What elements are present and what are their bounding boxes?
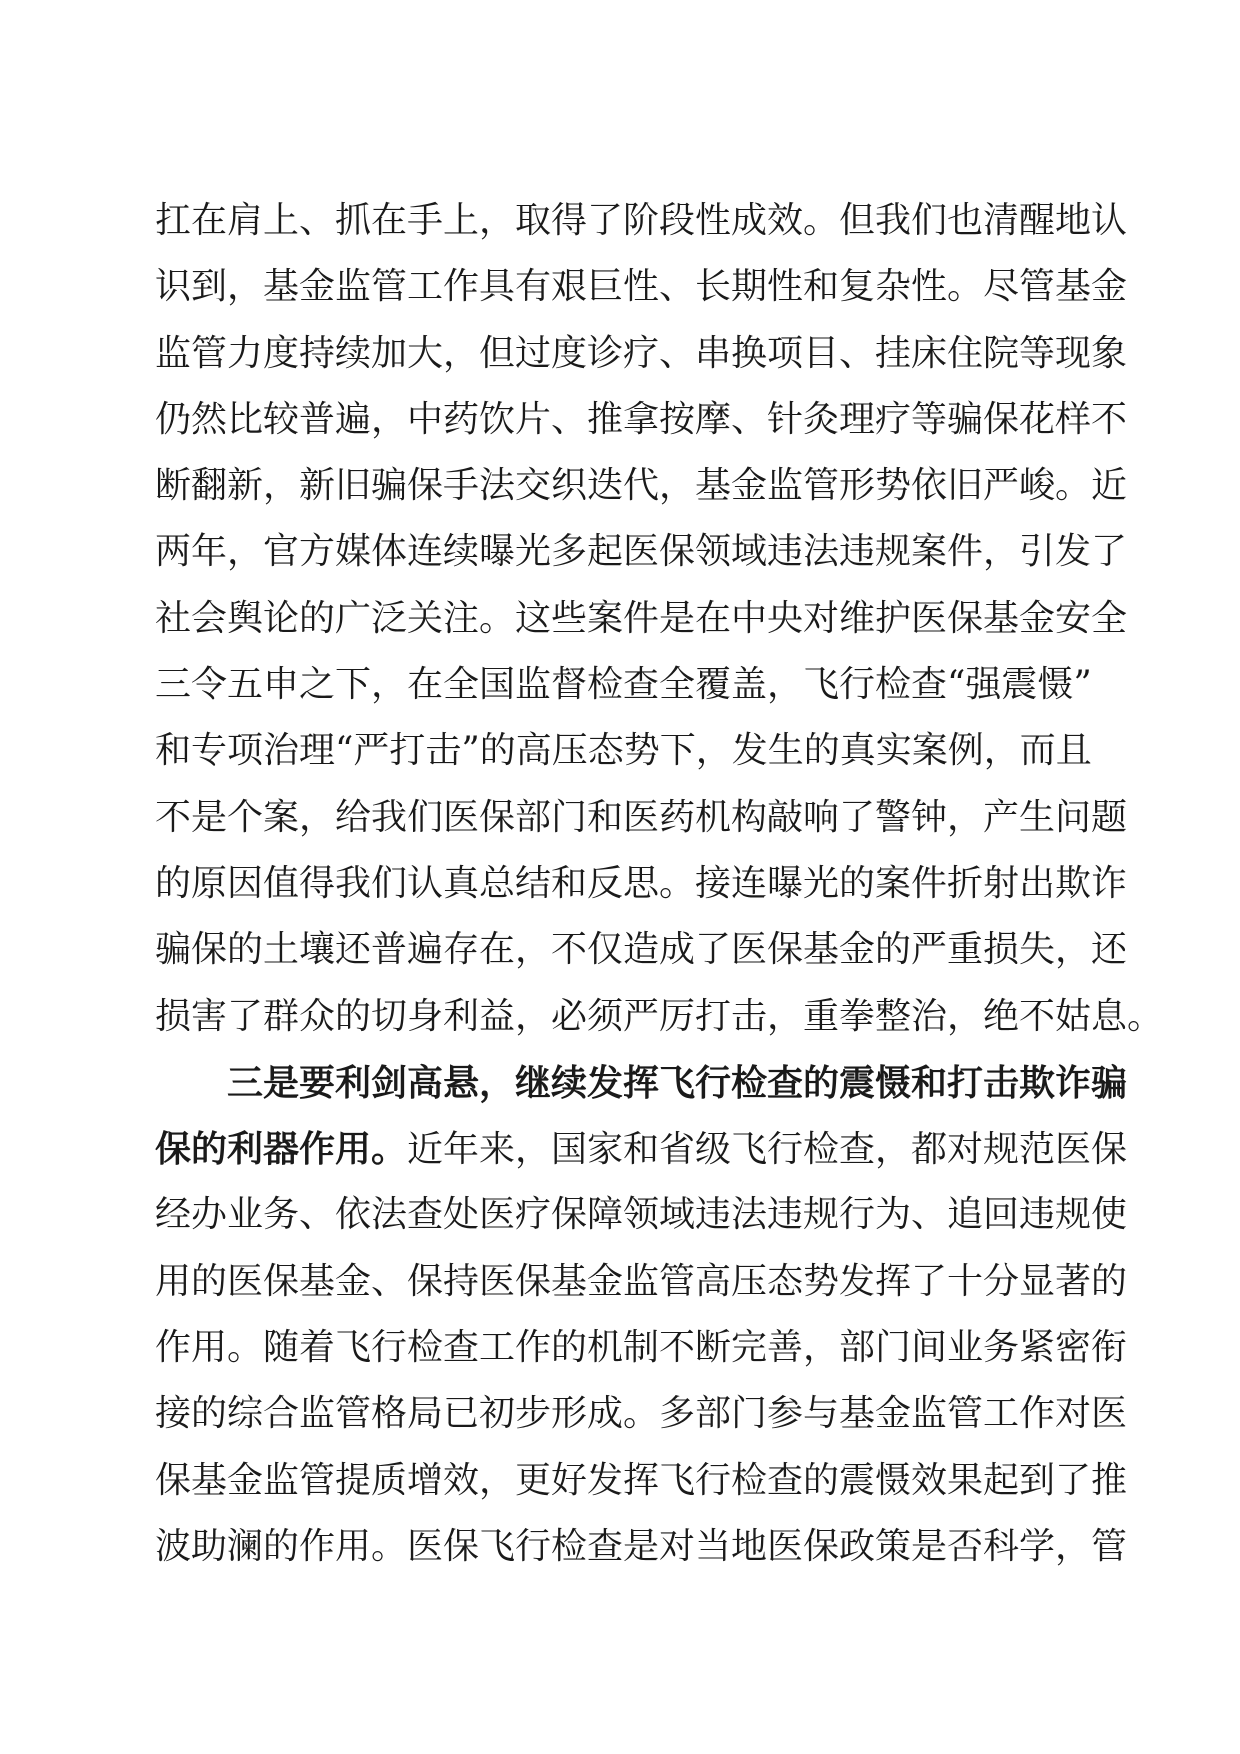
section-heading-end: 保的利器作用。 [155,1128,408,1171]
text-line: 断翻新，新旧骗保手法交织迭代，基金监管形势依旧严峻。近 [155,465,1128,507]
text-line: 识到，基金监管工作具有艰巨性、长期性和复杂性。尽管基金 [155,266,1128,308]
text-line: 保基金监管提质增效，更好发挥飞行检查的震慑效果起到了推 [155,1459,1128,1501]
text-line: 仍然比较普遍，中药饮片、推拿按摩、针灸理疗等骗保花样不 [155,398,1128,440]
text-line: 不是个案，给我们医保部门和医药机构敲响了警钟，产生问题 [155,796,1128,838]
body-text [155,188,1164,1580]
text-line: 监管力度持续加大，但过度诊疗、串换项目、挂床住院等现象 [155,332,1128,374]
text-line [155,1116,1128,1182]
text-line: 骗保的土壤还普遍存在，不仅造成了医保基金的严重损失，还 [155,929,1128,971]
text-line: 损害了群众的切身利益，必须严厉打击，重拳整治，绝不姑息。 [155,995,1164,1037]
text-line: 两年，官方媒体连续曝光多起医保领域违法违规案件，引发了 [155,531,1128,573]
text-line: 经办业务、依法查处医疗保障领域违法违规行为、追回违规使 [155,1194,1128,1236]
text-line: 用的医保基金、保持医保基金监管高压态势发挥了十分显著的 [155,1260,1128,1302]
text-line: 作用。随着飞行检查工作的机制不断完善，部门间业务紧密衔 [155,1327,1128,1369]
section-body-start: 近年来，国家和省级飞行检查，都对规范医保 [407,1129,1128,1171]
text-line: 三令五申之下，在全国监督检查全覆盖，飞行检查“强震慑” [155,664,1092,706]
section-heading-line: 三是要利剑高悬，继续发挥飞行检查的震慑和打击欺诈骗 [227,1061,1128,1104]
text-line: 扛在肩上、抓在手上，取得了阶段性成效。但我们也清醒地认 [155,200,1128,241]
text-line: 接的综合监管格局已初步形成。多部门参与基金监管工作对医 [155,1393,1128,1435]
paragraph-continued [155,188,1164,1050]
text-line: 社会舆论的广泛关注。这些案件是在中央对维护医保基金安全 [155,597,1128,639]
text-line: 的原因值得我们认真总结和反思。接连曝光的案件折射出欺诈 [155,862,1128,904]
text-line: 波助澜的作用。医保飞行检查是对当地医保政策是否科学，管 [155,1525,1128,1567]
text-line: 和专项治理“严打击”的高压态势下，发生的真实案例，而且 [155,730,1092,772]
paragraph-section-three [155,1050,1128,1580]
